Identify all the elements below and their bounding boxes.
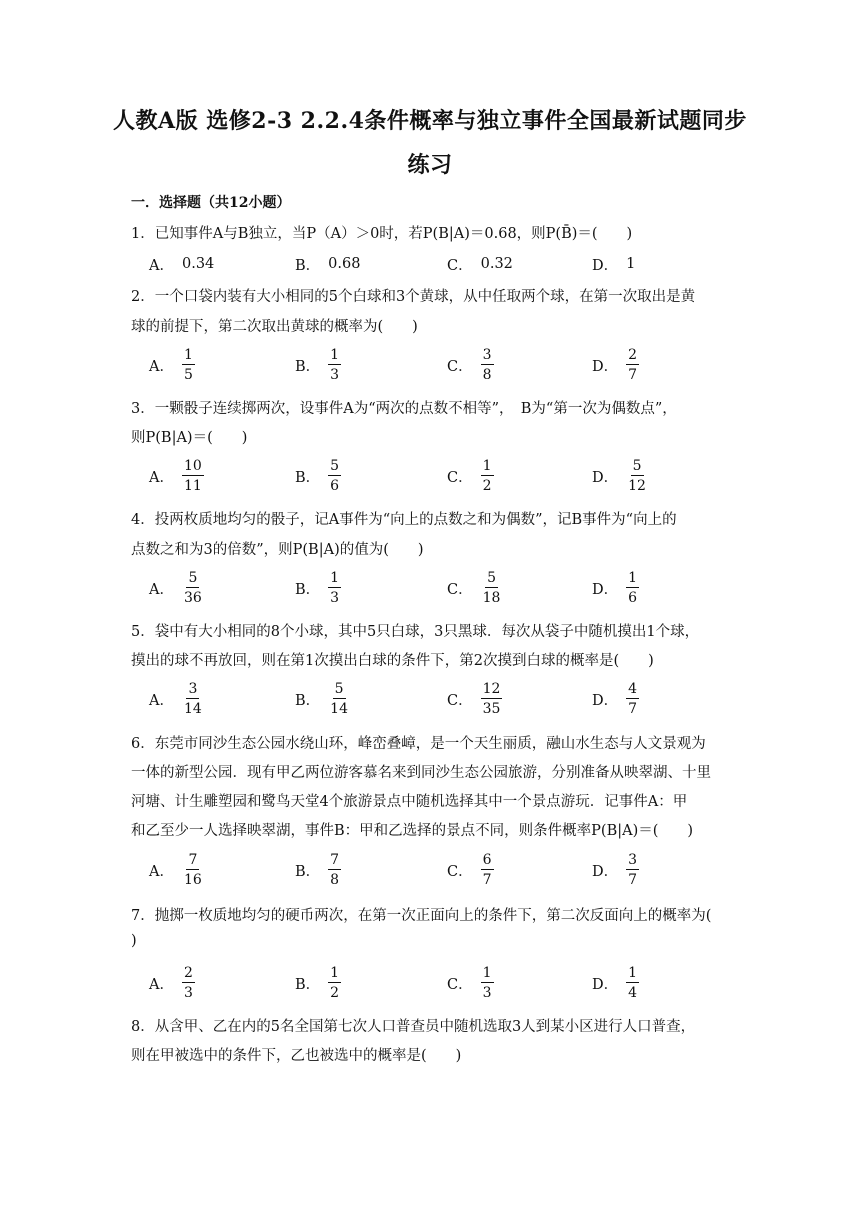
question-5-options [149, 679, 749, 719]
question-7-text: 7．抛掷一枚质地均匀的硬币两次，在第一次正面向上的条件下，第二次反面向上的概率为( [131, 908, 712, 924]
option-c: C． $\frac{1}{2}$ [447, 458, 492, 494]
question-3-text: 3．一颗骰子连续掷两次，设事件A为“两次的点数不相等”， B为“第一次为偶数点”， [131, 401, 677, 417]
fraction: $\frac{5}{12}$ [628, 458, 646, 494]
fraction: $\frac{12}{35}$ [482, 681, 501, 717]
question-4-options [149, 568, 749, 608]
question-6-text: 6．东莞市同沙生态公园水绕山环，峰峦叠嶂，是一个天生丽质，融山水生态与人文景观为 [131, 736, 706, 752]
fraction: $\frac{4}{7}$ [628, 681, 638, 717]
question-2-text: 2．一个口袋内装有大小相同的5个白球和3个黄球，从中任取两个球，在第一次取出是黄 [131, 289, 696, 305]
fraction: $\frac{10}{11}$ [183, 458, 202, 494]
question-4-text-line2: 点数之和为3的倍数”，则P(B|A)的值为( ) [131, 542, 424, 558]
document-title: 人教A版 选修2-3 2.2.4条件概率与独立事件全国最新试题同步 [113, 108, 747, 134]
option-c: C． $\frac{5}{18}$ [447, 570, 501, 606]
fraction: $\frac{1}{6}$ [628, 570, 638, 606]
fraction: $\frac{3}{8}$ [482, 347, 492, 383]
question-3-text-line2: 则P(B|A)＝( ) [131, 430, 248, 446]
option-d: D． $\frac{2}{7}$ [592, 347, 638, 383]
option-b: B． $\frac{1}{2}$ [295, 965, 340, 1001]
question-6-text-line3: 河塘、计生雕塑园和鹭鸟天堂4个旅游景点中随机选择其中一个景点游玩．记事件A：甲 [131, 794, 688, 810]
option-b: B． $\frac{1}{3}$ [295, 570, 340, 606]
option-d: D． 1 [592, 256, 636, 274]
fraction: $\frac{5}{36}$ [183, 570, 202, 606]
question-6-text-line4: 和乙至少一人选择映翠湖，事件B：甲和乙选择的景点不同，则条件概率P(B|A)＝( ) [131, 823, 694, 839]
option-a: A． $\frac{10}{11}$ [149, 458, 202, 494]
option-d: D． $\frac{1}{6}$ [592, 570, 638, 606]
fraction: $\frac{1}{2}$ [482, 458, 492, 494]
question-3-options [149, 456, 749, 496]
fraction: $\frac{2}{3}$ [183, 965, 193, 1001]
option-c: C． $\frac{6}{7}$ [447, 852, 492, 888]
question-7-text-line2: ) [131, 933, 137, 949]
option-b: B． $\frac{5}{6}$ [295, 458, 340, 494]
option-c: C． $\frac{1}{3}$ [447, 965, 492, 1001]
question-5-text-line2: 摸出的球不再放回，则在第1次摸出白球的条件下，第2次摸到白球的概率是( ) [131, 653, 654, 669]
fraction: $\frac{1}{4}$ [628, 965, 638, 1001]
option-d: D． $\frac{1}{4}$ [592, 965, 638, 1001]
option-a: A． $\frac{2}{3}$ [149, 965, 193, 1001]
option-d: D． $\frac{3}{7}$ [592, 852, 638, 888]
question-2-options [149, 345, 749, 385]
question-6-text-line2: 一体的新型公园．现有甲乙两位游客慕名来到同沙生态公园旅游，分别准备从映翠湖、十里 [131, 765, 711, 781]
document-title-continued: 练习 [407, 152, 453, 178]
option-b: B． $\frac{1}{3}$ [295, 347, 340, 383]
fraction: $\frac{5}{6}$ [330, 458, 340, 494]
fraction: $\frac{3}{7}$ [628, 852, 638, 888]
question-8-text-line2: 则在甲被选中的条件下，乙也被选中的概率是( ) [131, 1048, 462, 1064]
question-1-text: 1．已知事件A与B独立，当P（A）＞0时，若P(B|A)＝0.68，则P(B̄)＝( ) [131, 226, 633, 242]
question-1-options [149, 254, 749, 274]
option-c: C． $\frac{3}{8}$ [447, 347, 492, 383]
fraction: $\frac{2}{7}$ [628, 347, 638, 383]
fraction: $\frac{7}{8}$ [330, 852, 340, 888]
option-a: A． 0.34 [149, 256, 215, 274]
fraction: $\frac{3}{14}$ [183, 681, 202, 717]
option-a: A． $\frac{5}{36}$ [149, 570, 202, 606]
question-7-options [149, 963, 749, 1003]
fraction: $\frac{6}{7}$ [482, 852, 492, 888]
option-b: B． $\frac{5}{14}$ [295, 681, 348, 717]
question-5-text: 5．袋中有大小相同的8个小球，其中5只白球，3只黑球．每次从袋子中随机摸出1个球， [131, 624, 700, 640]
question-8-text: 8．从含甲、乙在内的5名全国第七次人口普查员中随机选取3人到某小区进行人口普查， [131, 1019, 696, 1035]
question-2-text-line2: 球的前提下，第二次取出黄球的概率为( ) [131, 319, 418, 335]
option-a: A． $\frac{1}{5}$ [149, 347, 193, 383]
fraction: $\frac{1}{3}$ [330, 570, 340, 606]
option-d: D． $\frac{5}{12}$ [592, 458, 646, 494]
fraction: $\frac{5}{18}$ [482, 570, 501, 606]
option-b: B． $\frac{7}{8}$ [295, 852, 340, 888]
fraction: $\frac{1}{5}$ [183, 347, 193, 383]
fraction: $\frac{7}{16}$ [183, 852, 202, 888]
fraction: $\frac{1}{2}$ [330, 965, 340, 1001]
question-4-text: 4．投两枚质地均匀的骰子，记A事件为“向上的点数之和为偶数”，记B事件为“向上的 [131, 512, 677, 528]
option-c: C． $\frac{12}{35}$ [447, 681, 501, 717]
option-b: B． 0.68 [295, 256, 361, 274]
fraction: $\frac{1}{3}$ [330, 347, 340, 383]
option-c: C． 0.32 [447, 256, 513, 274]
option-a: A． $\frac{7}{16}$ [149, 852, 202, 888]
question-6-options [149, 850, 749, 890]
option-d: D． $\frac{4}{7}$ [592, 681, 638, 717]
option-a: A． $\frac{3}{14}$ [149, 681, 202, 717]
fraction: $\frac{1}{3}$ [482, 965, 492, 1001]
section-heading: 一．选择题（共12小题） [131, 195, 291, 211]
fraction: $\frac{5}{14}$ [330, 681, 348, 717]
